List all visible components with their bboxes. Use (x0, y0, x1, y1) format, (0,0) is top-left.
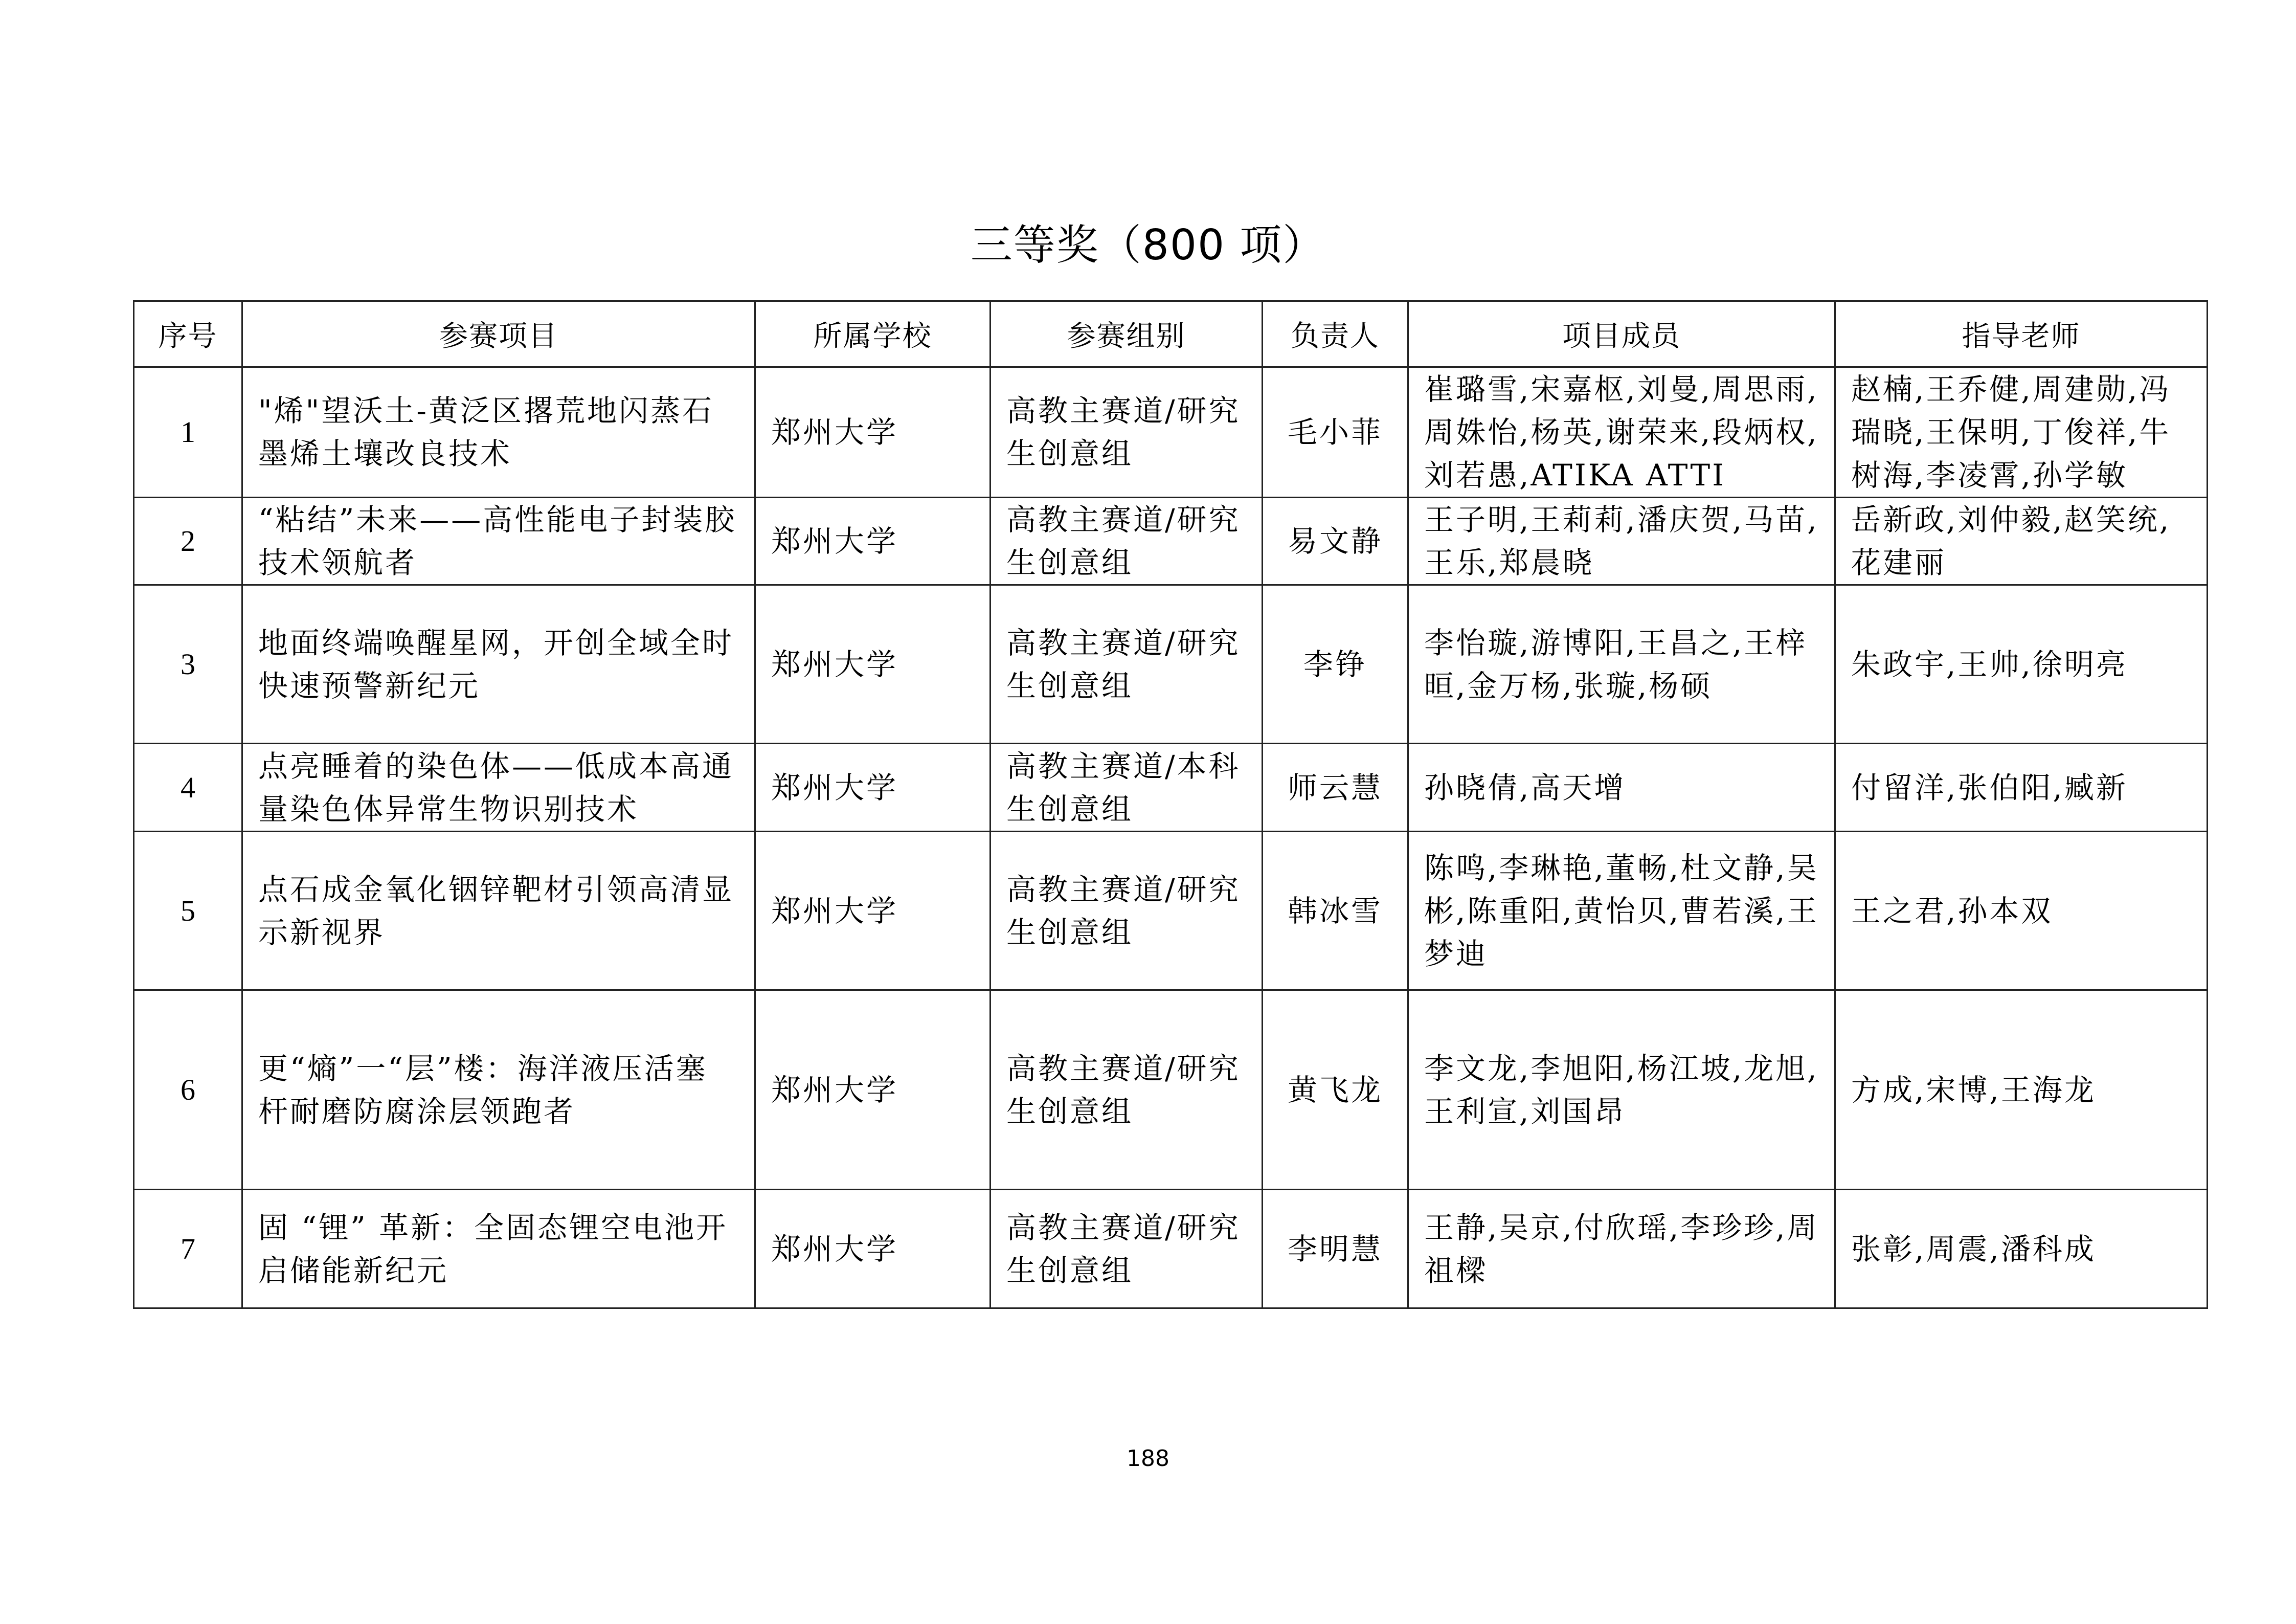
cell-seq: 4 (134, 744, 242, 832)
cell-group: 高教主赛道/研究生创意组 (991, 832, 1263, 990)
cell-leader: 师云慧 (1263, 744, 1408, 832)
cell-leader: 李明慧 (1263, 1190, 1408, 1308)
cell-leader: 易文静 (1263, 498, 1408, 585)
cell-project: “粘结”未来——高性能电子封装胶技术领航者 (242, 498, 755, 585)
cell-group: 高教主赛道/研究生创意组 (991, 585, 1263, 744)
cell-members: 陈鸣,李琳艳,董畅,杜文静,吴彬,陈重阳,黄怡贝,曹若溪,王梦迪 (1408, 832, 1835, 990)
cell-seq: 7 (134, 1190, 242, 1308)
cell-school: 郑州大学 (755, 498, 991, 585)
table-row (134, 990, 2208, 1190)
header-project: 参赛项目 (242, 301, 755, 367)
cell-project: 地面终端唤醒星网，开创全域全时快速预警新纪元 (242, 585, 755, 744)
cell-seq: 2 (134, 498, 242, 585)
cell-leader: 黄飞龙 (1263, 990, 1408, 1190)
header-leader: 负责人 (1263, 301, 1408, 367)
cell-school: 郑州大学 (755, 744, 991, 832)
cell-school: 郑州大学 (755, 585, 991, 744)
cell-group: 高教主赛道/研究生创意组 (991, 367, 1263, 498)
cell-advisors: 赵楠,王乔健,周建勋,冯瑞晓,王保明,丁俊祥,牛树海,李凌霄,孙学敏 (1835, 367, 2208, 498)
cell-school: 郑州大学 (755, 832, 991, 990)
table-row (134, 498, 2208, 585)
cell-group: 高教主赛道/研究生创意组 (991, 498, 1263, 585)
cell-advisors: 方成,宋博,王海龙 (1835, 990, 2208, 1190)
cell-seq: 3 (134, 585, 242, 744)
table-row (134, 585, 2208, 744)
cell-advisors: 朱政宇,王帅,徐明亮 (1835, 585, 2208, 744)
table-row (134, 832, 2208, 990)
cell-leader: 李铮 (1263, 585, 1408, 744)
cell-members: 孙晓倩,高天增 (1408, 744, 1835, 832)
cell-members: 崔璐雪,宋嘉枢,刘曼,周思雨,周姝怡,杨英,谢荣来,段炳权,刘若愚,ATIKA ATTI (1408, 367, 1835, 498)
cell-project: 固 “锂” 革新：全固态锂空电池开启储能新纪元 (242, 1190, 755, 1308)
page-number: 188 (1127, 1445, 1169, 1472)
table-header-row (134, 301, 2208, 367)
cell-seq: 5 (134, 832, 242, 990)
cell-group: 高教主赛道/研究生创意组 (991, 1190, 1263, 1308)
cell-members: 王子明,王莉莉,潘庆贺,马苗,王乐,郑晨晓 (1408, 498, 1835, 585)
cell-school: 郑州大学 (755, 1190, 991, 1308)
cell-advisors: 岳新政,刘仲毅,赵笑统,花建丽 (1835, 498, 2208, 585)
header-members: 项目成员 (1408, 301, 1835, 367)
cell-project: 点石成金氧化铟锌靶材引领高清显示新视界 (242, 832, 755, 990)
cell-leader: 毛小菲 (1263, 367, 1408, 498)
cell-leader: 韩冰雪 (1263, 832, 1408, 990)
cell-advisors: 付留洋,张伯阳,臧新 (1835, 744, 2208, 832)
header-group: 参赛组别 (991, 301, 1263, 367)
table-row (134, 367, 2208, 498)
cell-members: 李怡璇,游博阳,王昌之,王梓晅,金万杨,张璇,杨硕 (1408, 585, 1835, 744)
award-table (133, 300, 2208, 1309)
cell-group: 高教主赛道/本科生创意组 (991, 744, 1263, 832)
cell-members: 李文龙,李旭阳,杨江坡,龙旭,王利宣,刘国昂 (1408, 990, 1835, 1190)
cell-seq: 6 (134, 990, 242, 1190)
cell-group: 高教主赛道/研究生创意组 (991, 990, 1263, 1190)
cell-advisors: 张彰,周震,潘科成 (1835, 1190, 2208, 1308)
table-row (134, 744, 2208, 832)
header-school: 所属学校 (755, 301, 991, 367)
cell-project: 点亮睡着的染色体——低成本高通量染色体异常生物识别技术 (242, 744, 755, 832)
cell-school: 郑州大学 (755, 367, 991, 498)
header-advisors: 指导老师 (1835, 301, 2208, 367)
cell-project: "烯"望沃土-黄泛区撂荒地闪蒸石墨烯土壤改良技术 (242, 367, 755, 498)
cell-school: 郑州大学 (755, 990, 991, 1190)
cell-project: 更“熵”一“层”楼：海洋液压活塞杆耐磨防腐涂层领跑者 (242, 990, 755, 1190)
header-seq: 序号 (134, 301, 242, 367)
cell-advisors: 王之君,孙本双 (1835, 832, 2208, 990)
page-title: 三等奖（800 项） (970, 221, 1326, 270)
cell-members: 王静,吴京,付欣瑶,李珍珍,周祖樑 (1408, 1190, 1835, 1308)
table-row (134, 1190, 2208, 1308)
cell-seq: 1 (134, 367, 242, 498)
